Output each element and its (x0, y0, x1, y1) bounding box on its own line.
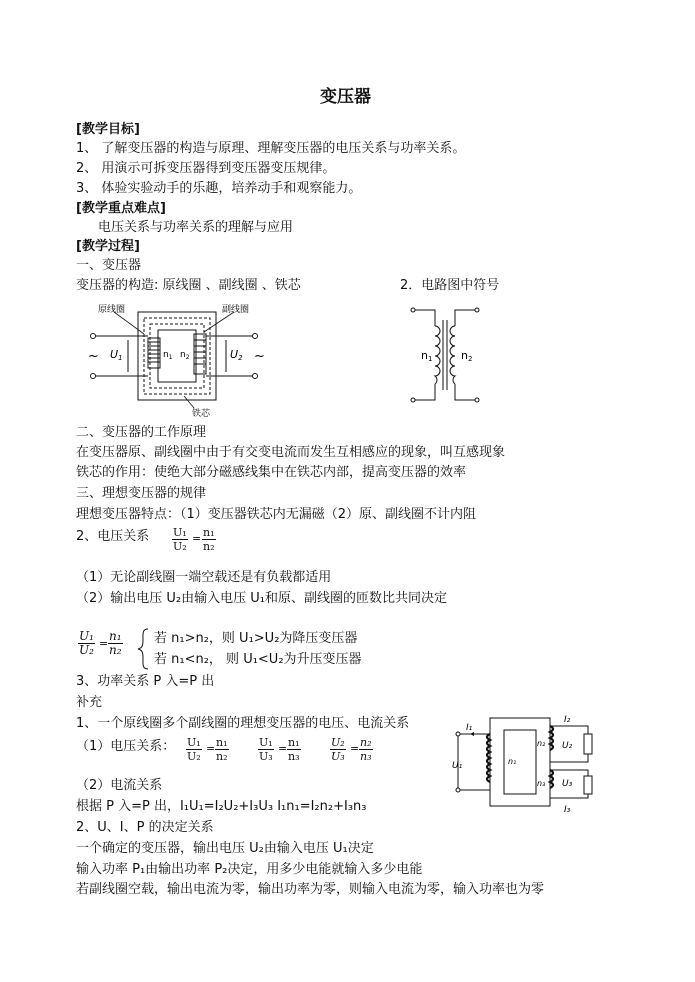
primary-coil-label: 原线圈 (98, 305, 126, 315)
symbol-n1-sub: 1 (427, 355, 433, 363)
svg-text:n1 (163, 350, 173, 361)
u2-sub: 2 (238, 354, 243, 362)
n2-label: n (180, 350, 186, 360)
note-text: （2）输出电压 U₂由输入电压 U₁和原、副线圈的匝数比共同决定 (76, 591, 447, 606)
multi-voltage-label: （1）电压关系： (76, 739, 176, 754)
u1-sub: 1 (118, 354, 123, 362)
equals-sign: = (350, 742, 360, 755)
ideal-text: 理想变压器特点：（1）变压器铁芯内无漏磁（2）原、副线圈不计内阻 (76, 507, 477, 522)
ac-symbol-right: ~ (254, 349, 265, 364)
case-text: 若 n₁>n₂，则 U₁>U₂为降压变压器 (154, 631, 358, 646)
svg-text:U2 (230, 348, 243, 362)
svg-text:n2 (180, 350, 190, 361)
page-title: 变压器 (320, 87, 371, 107)
goals-heading: [教学目标] (76, 122, 140, 137)
fraction-n1-n2: $\frac{\text{n₁}}{\text{n₂}}$ (203, 526, 215, 553)
decide-text: 若副线圈空载，输出电流为零，输出功率为零，则输入电流为零，输入功率也为零 (76, 882, 545, 897)
fig3-i3: I₃ (564, 805, 571, 815)
goal-item: 2、 用演示可拆变压器得到变压器变压规律。 (76, 161, 336, 176)
fig3-i1: I₁ (466, 723, 473, 733)
case-text: 若 n₁<n₂， 则 U₁<U₂为升压变压器 (154, 652, 362, 667)
equals-sign: = (206, 742, 216, 755)
goal-item: 1、 了解变压器的构造与原理、理解变压器的电压关系与功率关系。 (76, 141, 466, 156)
fraction-u1-u2: $\frac{\text{U₁}}{\text{U₂}}$ (79, 629, 94, 657)
voltage-relation-label: 2、电压关系 (76, 529, 150, 544)
process-heading: [教学过程] (76, 239, 140, 254)
fig3-n3: n₃ (537, 779, 546, 788)
fig3-n2: n₂ (537, 739, 546, 748)
fraction-n1-n2: $\frac{\text{n₁}}{\text{n₂}}$ (216, 736, 228, 763)
n1-sub: 1 (168, 354, 173, 361)
section-heading: 一、变压器 (76, 258, 142, 273)
multi-current-label: （2）电流关系 (76, 778, 163, 793)
equals-sign: = (192, 532, 202, 545)
decide-text: 输入功率 P₁由输出功率 P₂决定，用多少电能就输入多少电能 (76, 862, 423, 877)
core-outline (138, 312, 216, 400)
supplement-heading: 补充 (76, 695, 103, 710)
core-role-text: 铁芯的作用：使绝大部分磁感线集中在铁芯内部，提高变压器的效率 (76, 465, 467, 480)
symbol-n2-sub: 2 (467, 355, 473, 363)
note-text: （1）无论副线圈一端空载还是有负载都适用 (76, 570, 332, 585)
equals-sign: = (99, 637, 109, 650)
transformer-symbol-figure (405, 302, 485, 410)
n2-sub: 2 (185, 354, 190, 361)
fig3-u1: U₁ (452, 761, 463, 771)
symbol-n2: n (461, 349, 468, 362)
fig3-u2: U₂ (562, 741, 573, 751)
fig3-u3: U₃ (562, 779, 573, 789)
fig3-i2: I₂ (564, 715, 571, 725)
fraction-u1-u2: $\frac{\text{U₁}}{\text{U₂}}$ (187, 736, 201, 763)
svg-text:n1 (421, 349, 432, 363)
fraction-n2-n3: $\frac{\text{n₂}}{\text{n₃}}$ (360, 736, 372, 763)
keypoints-text: 电压关系与功率关系的理解与应用 (98, 220, 294, 235)
u2-label: U (230, 348, 239, 361)
fraction-n1-n2: $\frac{\text{n₁}}{\text{n₂}}$ (109, 629, 122, 657)
ac-symbol-left: ~ (88, 349, 99, 364)
svg-text:n2 (461, 349, 472, 363)
fraction-u1-u2: $\frac{\text{U₁}}{\text{U₂}}$ (173, 526, 187, 553)
power-relation-text: 3、功率关系 P 入=P 出 (76, 674, 215, 689)
basis-text: 根据 P 入=P 出，I₁U₁=I₂U₂+I₃U₃ I₁n₁=I₂n₂+I₃n₃ (76, 799, 367, 814)
multi-winding-figure (448, 712, 608, 816)
decide-heading: 2、U、I、P 的决定关系 (76, 820, 214, 835)
core-label: 铁芯 (192, 409, 211, 419)
structure-text: 变压器的构造: 原线圈 、副线圈 、铁芯 (76, 278, 301, 293)
principle-text: 在变压器原、副线圈中由于有交变电流而发生互相感应的现象，叫互感现象 (76, 445, 506, 460)
u1-label: U (110, 348, 119, 361)
fraction-u2-u3: $\frac{\text{U₂}}{\text{U₃}}$ (331, 736, 345, 763)
section-heading: 二、变压器的工作原理 (76, 425, 207, 440)
secondary-coil-label: 副线圈 (222, 305, 250, 315)
n1-label: n (163, 350, 169, 360)
decide-text: 一个确定的变压器，输出电压 U₂由输入电压 U₁决定 (76, 841, 374, 856)
fig3-n1: n₁ (508, 757, 517, 766)
symbol-n1: n (421, 349, 428, 362)
svg-text:U1 (110, 348, 123, 362)
fraction-n1-n3: $\frac{\text{n₁}}{\text{n₃}}$ (288, 736, 300, 763)
transformer-construction-figure (84, 300, 274, 420)
brace-icon (136, 628, 150, 670)
goal-item: 3、 体验实验动手的乐趣，培养动手和观察能力。 (76, 181, 362, 196)
equals-sign: = (278, 742, 288, 755)
section-heading: 三、理想变压器的规律 (76, 486, 207, 501)
symbol-text: 2．电路图中符号 (400, 278, 500, 293)
fraction-u1-u3: $\frac{\text{U₁}}{\text{U₃}}$ (259, 736, 273, 763)
keypoints-heading: [教学重点难点] (76, 201, 166, 216)
multi-coil-text: 1、一个原线圈多个副线圈的理想变压器的电压、电流关系 (76, 716, 410, 731)
